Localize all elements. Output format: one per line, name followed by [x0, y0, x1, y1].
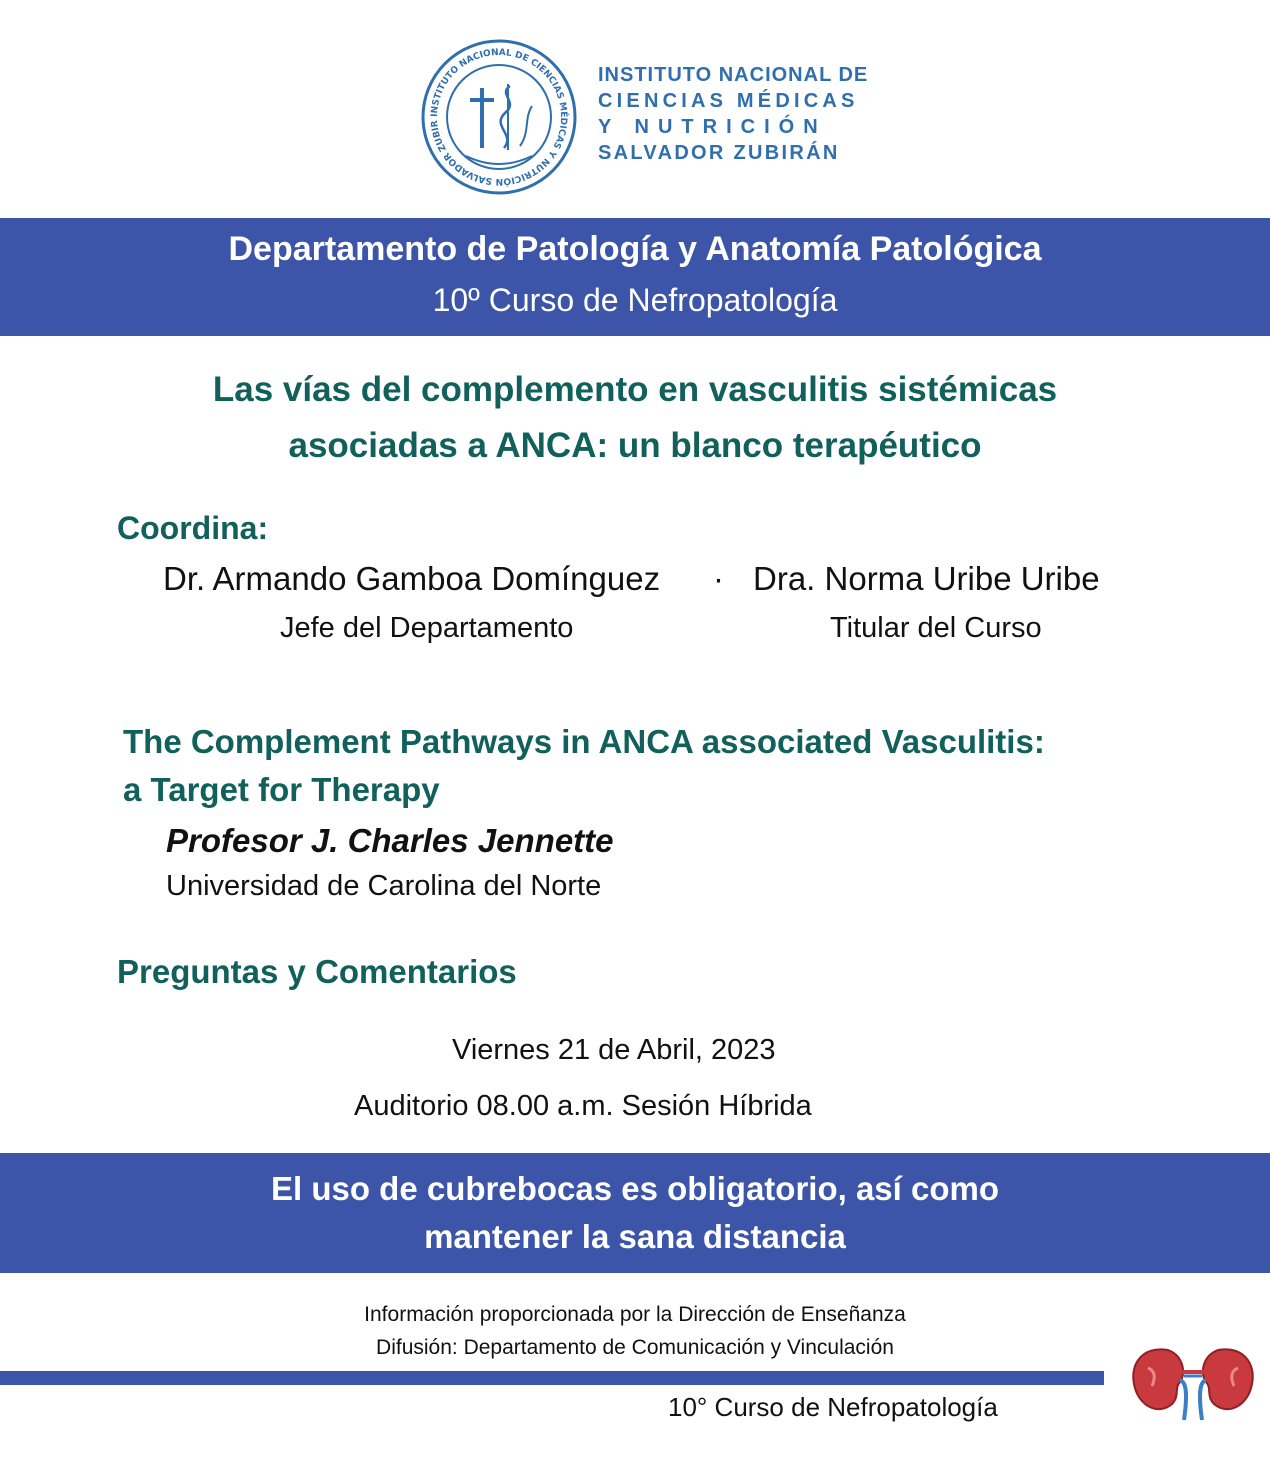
footer-info-line: Difusión: Departamento de Comunicación y Vinculación — [376, 1336, 894, 1359]
mask-notice — [0, 1165, 1270, 1261]
institute-name-line: INSTITUTO NACIONAL DE — [598, 64, 869, 86]
department-title: Departamento de Patología y Anatomía Patológica — [228, 230, 1042, 268]
coordinators-label: Coordina: — [117, 510, 269, 546]
event-date: Viernes 21 de Abril, 2023 — [452, 1034, 776, 1066]
footer-info — [0, 1298, 1270, 1364]
coordinator-name: Dra. Norma Uribe Uribe — [753, 560, 1100, 597]
talk-title-line: Las vías del complemento en vasculitis sistémicas — [212, 370, 1058, 409]
footer-course-label: 10° Curso de Nefropatología — [668, 1392, 998, 1422]
institute-name — [598, 62, 868, 166]
coordinator-name: Dr. Armando Gamboa Domínguez — [163, 560, 661, 597]
svg-text:INSTITUTO NACIONAL DE CIENCIAS: INSTITUTO NACIONAL DE CIENCIAS MÉDICAS Y NUTRICIÓN SALVADOR ZUBIR — [429, 47, 569, 187]
lecture-title-line: a Target for Therapy — [123, 771, 440, 808]
mask-notice-line: mantener la sana distancia — [424, 1218, 846, 1255]
kidneys-icon — [1128, 1342, 1258, 1422]
talk-title-line: asociadas a ANCA: un blanco terapéutico — [288, 426, 982, 465]
course-subtitle: 10º Curso de Nefropatología — [432, 282, 838, 318]
speaker-name: Profesor J. Charles Jennette — [166, 822, 614, 859]
institute-name-line: Y NUTRICIÓN — [598, 116, 827, 138]
mask-notice-line: El uso de cubrebocas es obligatorio, así como — [270, 1170, 999, 1207]
lecture-title-line: The Complement Pathways in ANCA associated Vasculitis: — [123, 723, 1045, 760]
event-place: Auditorio 08.00 a.m. Sesión Híbrida — [354, 1090, 812, 1122]
coordinator-separator: · — [713, 560, 724, 597]
coordinator-role: Titular del Curso — [830, 612, 1042, 644]
speaker-affiliation: Universidad de Carolina del Norte — [166, 870, 602, 902]
lecture-title — [123, 718, 1045, 814]
institute-seal-logo — [420, 38, 578, 196]
coordinator-role: Jefe del Departamento — [280, 612, 574, 644]
institute-name-line: CIENCIAS MÉDICAS — [598, 90, 859, 112]
qa-label: Preguntas y Comentarios — [117, 953, 517, 990]
talk-title — [0, 362, 1270, 474]
footer-info-line: Información proporcionada por la Dirección de Enseñanza — [364, 1303, 906, 1326]
footer-divider — [0, 1371, 1104, 1385]
institute-name-line: SALVADOR ZUBIRÁN — [598, 142, 840, 164]
